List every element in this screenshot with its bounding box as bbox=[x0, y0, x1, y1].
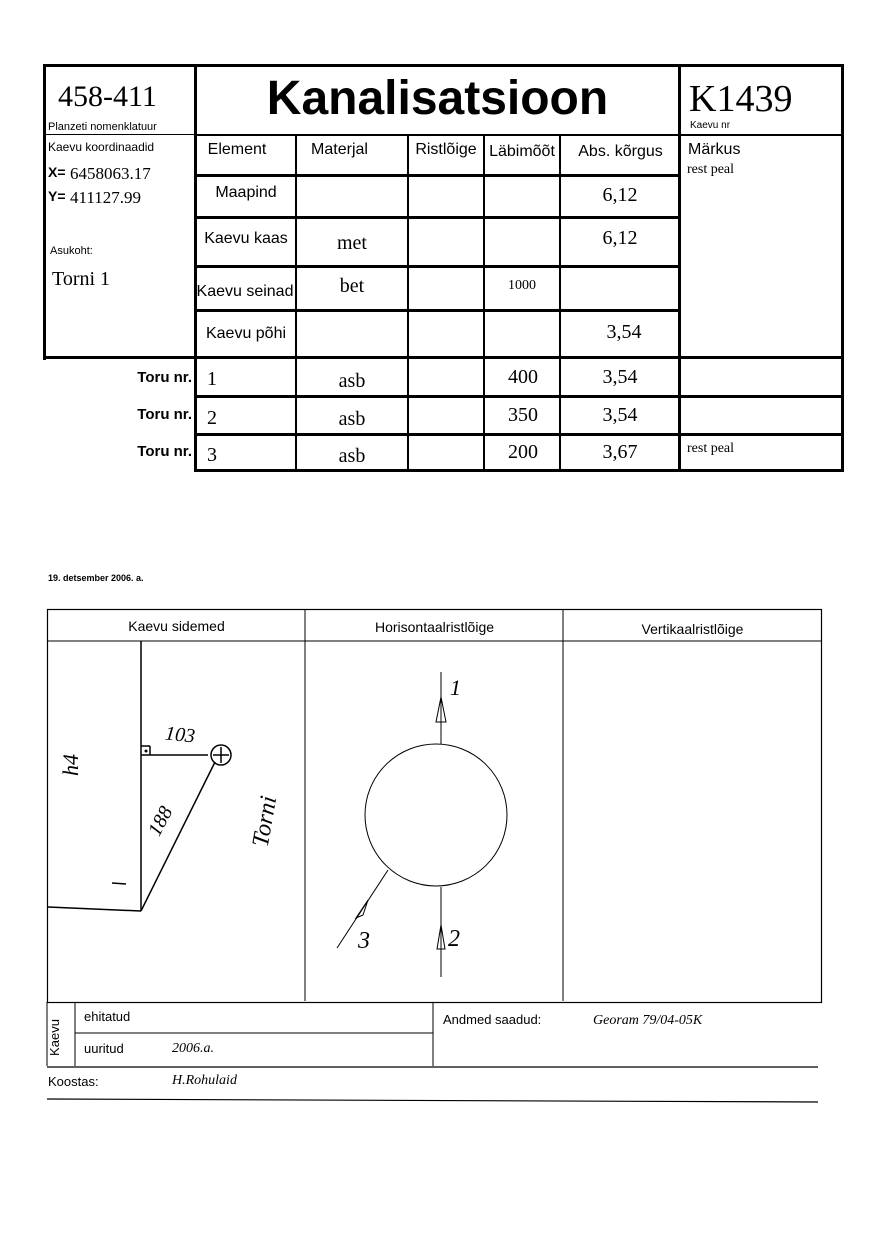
location-label: Asukoht: bbox=[50, 245, 93, 257]
header-cross-section: Ristlõige bbox=[415, 141, 477, 158]
data-source-value: Georam 79/04-05K bbox=[593, 1013, 703, 1028]
pipe-2-no: 2 bbox=[207, 407, 217, 429]
nomenclature-label: Planzeti nomenklatuur bbox=[48, 121, 157, 133]
nomenclature-value: 458-411 bbox=[58, 80, 157, 113]
pipe-1-material: asb bbox=[338, 370, 366, 392]
surveyed-label: uuritud bbox=[84, 1041, 124, 1056]
well-number-label: Kaevu nr bbox=[690, 120, 731, 131]
column-header-horizontal: Horisontaalristlõige bbox=[374, 619, 495, 635]
header-abs-height: Abs. kõrgus bbox=[578, 143, 663, 160]
pipe-1-label: Toru nr. bbox=[137, 369, 192, 386]
pipe-2-label: Toru nr. bbox=[137, 406, 192, 423]
row-seinad-element: Kaevu seinad bbox=[196, 283, 294, 300]
row-seinad-material: bet bbox=[339, 275, 365, 297]
pipe-1-sketch-label: 1 bbox=[450, 675, 461, 700]
pipe-1-height: 3,54 bbox=[602, 366, 638, 388]
pipe-3-label: Toru nr. bbox=[137, 443, 192, 460]
pipe-3-height: 3,67 bbox=[602, 441, 638, 463]
pipe-2-height: 3,54 bbox=[602, 404, 638, 426]
row-maapind-element: Maapind bbox=[215, 184, 277, 201]
y-label: Y= bbox=[48, 188, 66, 204]
row-pohi-height: 3,54 bbox=[606, 321, 642, 343]
column-header-connections: Kaevu sidemed bbox=[128, 618, 225, 634]
pipe-1-diameter: 400 bbox=[508, 366, 538, 388]
pipe-3-note: rest peal bbox=[687, 441, 735, 456]
data-source-label: Andmed saadud: bbox=[443, 1012, 542, 1027]
row-seinad-diameter: 1000 bbox=[508, 278, 536, 293]
h4-label: h4 bbox=[58, 754, 83, 776]
row-kaas-material: met bbox=[337, 232, 367, 254]
pipe-3-no: 3 bbox=[207, 444, 217, 466]
pipe-3-material: asb bbox=[338, 445, 366, 467]
distance-188-label: 188 bbox=[143, 802, 178, 840]
location-value: Torni 1 bbox=[52, 268, 111, 290]
note-top: rest peal bbox=[687, 162, 735, 177]
document-date: 19. detsember 2006. a. bbox=[48, 573, 144, 583]
header-element: Element bbox=[207, 141, 267, 158]
pipe-3-diameter: 200 bbox=[508, 441, 538, 463]
coordinates-label: Kaevu koordinaadid bbox=[48, 140, 155, 154]
page-title: Kanalisatsioon bbox=[266, 72, 609, 125]
x-value: 6458063.17 bbox=[70, 164, 151, 183]
built-label: ehitatud bbox=[84, 1009, 131, 1024]
header-diameter: Läbimõõt bbox=[489, 143, 555, 160]
pipe-2-material: asb bbox=[338, 408, 366, 430]
row-maapind-height: 6,12 bbox=[602, 184, 638, 206]
row-kaas-element: Kaevu kaas bbox=[204, 230, 288, 247]
row-kaas-height: 6,12 bbox=[602, 227, 638, 249]
pipe-1-no: 1 bbox=[207, 368, 217, 390]
surveyed-value: 2006.a. bbox=[172, 1041, 214, 1056]
header-note: Märkus bbox=[688, 141, 741, 158]
well-number-value: K1439 bbox=[689, 78, 793, 120]
header-material: Materjal bbox=[311, 141, 368, 158]
pipe-2-diameter: 350 bbox=[508, 404, 538, 426]
pipe-2-sketch-label: 2 bbox=[448, 926, 460, 952]
compiled-value: H.Rohulaid bbox=[172, 1073, 237, 1088]
column-header-vertical: Vertikaalristlõige bbox=[641, 621, 744, 637]
y-value: 411127.99 bbox=[70, 188, 141, 207]
kaevu-vertical-label: Kaevu bbox=[46, 1019, 62, 1056]
street-torni-label: Torni bbox=[247, 793, 283, 849]
compiled-label: Koostas: bbox=[48, 1074, 99, 1089]
row-pohi-element: Kaevu põhi bbox=[205, 325, 287, 342]
x-label: X= bbox=[48, 164, 66, 180]
distance-103-label: 103 bbox=[163, 722, 197, 748]
pipe-3-sketch-label: 3 bbox=[358, 928, 370, 954]
